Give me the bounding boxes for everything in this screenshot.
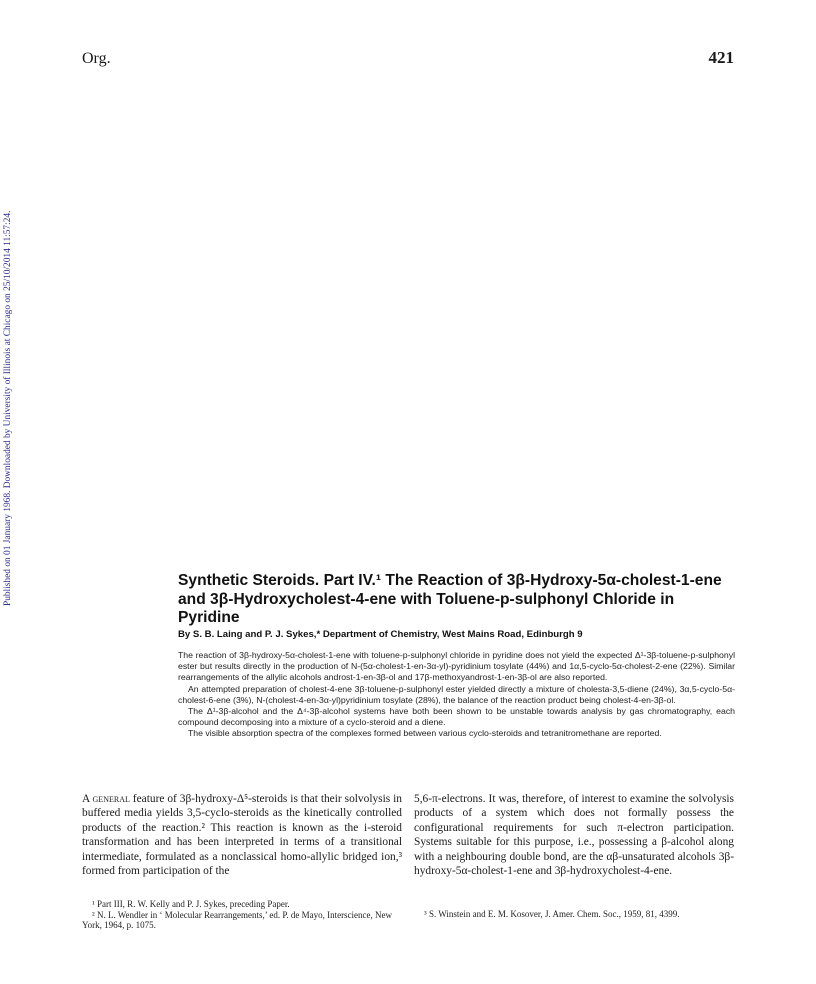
- body-paragraph: 5,6-π-electrons. It was, therefore, of interest to examine the solvolysis products of a system which does not formally possess the configurational requirements for such π-electron participation. Systems suitable for this purpose, i.e., possessing a β-alcohol along with a neighbouring double bond, are the αβ-unsaturated alcohols 3β-hydroxy-5α-cholest-1-ene and 3β-hydroxycholest-4-ene.: [414, 793, 734, 878]
- abstract-paragraph: An attempted preparation of cholest-4-ene 3β-toluene-p-sulphonyl ester yielded directly a mixture of cholesta-3,5-diene (24%), 3α,5-cyclo-5α-cholest-6-ene (3%), N-(cholest-4-en-3α-yl)pyridinium tosylate (28%), the balance of the reaction product being cholest-4-en-3β-ol.: [178, 683, 735, 705]
- footnotes-left: [82, 899, 402, 931]
- footnote: ² N. L. Wendler in ‘ Molecular Rearrangements,’ ed. P. de Mayo, Interscience, New York, 1964, p. 1075.: [82, 909, 393, 931]
- body-paragraph: [82, 792, 402, 878]
- page-number: 421: [708, 48, 734, 67]
- lead-in: A general: [82, 793, 130, 805]
- abstract-paragraph: The visible absorption spectra of the complexes formed between various cyclo-steroids and tetranitromethane are reported.: [188, 728, 662, 739]
- body-column-right: [414, 792, 734, 878]
- abstract-paragraph: The reaction of 3β-hydroxy-5α-cholest-1-ene with toluene-p-sulphonyl chloride in pyridine does not yield the expected Δ¹-3β-toluene-p-sulphonyl ester but results directly in the production of N-(5α-cholest-1-en-3α-yl)-pyridinium tosylate (44%) and 1α,5-cyclo-5α-cholest-2-ene (22%). Similar rearrangements of the allylic alcohols androst-1-en-3β-ol and 17β-methoxyandrost-1-en-3β-ol are also reported.: [178, 650, 735, 683]
- body-column-left: [82, 792, 402, 878]
- abstract-paragraph: The Δ¹-3β-alcohol and the Δ⁴-3β-alcohol systems have both been shown to be unstable towards analysis by gas chromatography, each compound decomposing into a mixture of a cyclo-steroid and a diene.: [178, 706, 735, 728]
- article-byline: By S. B. Laing and P. J. Sykes,* Department of Chemistry, West Mains Road, Edinburgh 9: [178, 629, 583, 640]
- download-stamp: [1, 148, 17, 608]
- footnote: ¹ Part III, R. W. Kelly and P. J. Sykes, preceding Paper.: [92, 899, 290, 909]
- article-title: Synthetic Steroids. Part IV.¹ The Reaction of 3β-Hydroxy-5α-cholest-1-ene and 3β-Hydroxycholest-4-ene with Toluene-p-sulphonyl Chloride in Pyridine: [178, 572, 722, 626]
- download-stamp-text: Published on 01 January 1968. Downloaded by University of Illinois at Chicago on 25/10/2014 11:57:24.: [3, 210, 13, 606]
- abstract: [178, 650, 735, 740]
- footnotes-right: [414, 909, 734, 920]
- journal-running-head: Org.: [82, 50, 111, 67]
- body-text: feature of 3β-hydroxy-Δ⁵-steroids is that their solvolysis in buffered media yields 3,5-cyclo-steroids as the kinetically controlled products of the reaction.² This reaction is known as the i-steroid transformation and has been interpreted in terms of a transitional intermediate, formulated as a nonclassical homo-allylic bridged ion,³ formed from participation of the: [82, 793, 403, 878]
- footnote: ³ S. Winstein and E. M. Kosover, J. Amer. Chem. Soc., 1959, 81, 4399.: [424, 909, 680, 919]
